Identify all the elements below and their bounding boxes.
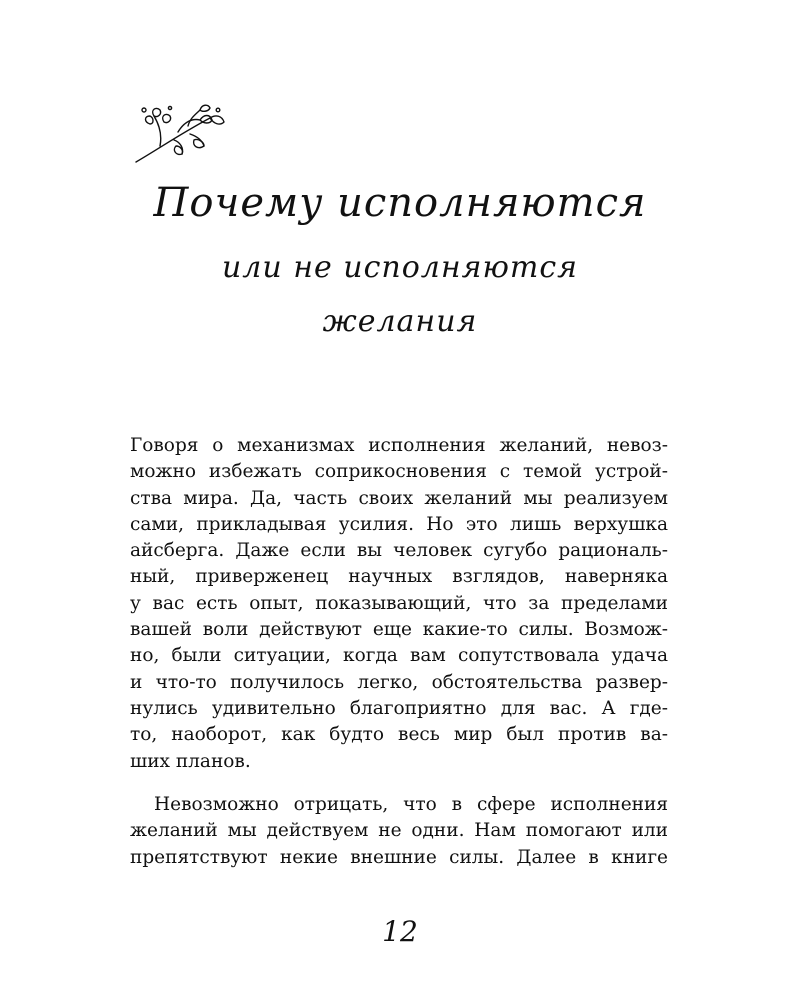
text-line: ших планов.: [130, 750, 251, 772]
text-line: и что-то получилось легко, обстоятельства развер-: [130, 671, 668, 693]
text-line: Говоря о механизмах исполнения желаний, невоз-: [130, 435, 668, 456]
text-line: айсберга. Даже если вы человек сугубо рациональ-: [130, 540, 668, 562]
text-line: нулись удивительно благоприятно для вас. А где-: [130, 697, 668, 719]
paragraph-1: [130, 433, 668, 775]
chapter-title-line-2: или не исполняются: [221, 250, 579, 285]
text-line: сами, прикладывая усилия. Но это лишь верхушка: [130, 513, 668, 535]
paragraph-2: [130, 792, 668, 871]
text-line: у вас есть опыт, показывающий, что за пределами: [130, 592, 668, 614]
floral-sprig-icon: [130, 100, 230, 168]
text-line: желаний мы действуем не одни. Нам помогают или: [130, 820, 668, 842]
text-line: ства мира. Да, часть своих желаний мы реализуем: [130, 487, 668, 509]
text-line: можно избежать соприкосновения с темой устрой-: [130, 461, 668, 483]
text-line: Невозможно отрицать, что в сфере исполнения: [154, 794, 668, 815]
text-line: препятствуют некие внешние силы. Далее в книге: [130, 846, 668, 868]
text-line: ный, приверженец научных взглядов, наверняка: [130, 566, 668, 588]
chapter-title-line-1: Почему исполняются: [153, 180, 647, 226]
text-line: но, были ситуации, когда вам сопутствовала удача: [130, 645, 668, 667]
text-line: вашей воли действуют еще какие-то силы. Возмож-: [130, 619, 668, 641]
text-line: то, наоборот, как будто весь мир был против ва-: [130, 724, 668, 746]
page-number: 12: [382, 915, 418, 948]
chapter-title-line-3: желания: [322, 304, 478, 339]
